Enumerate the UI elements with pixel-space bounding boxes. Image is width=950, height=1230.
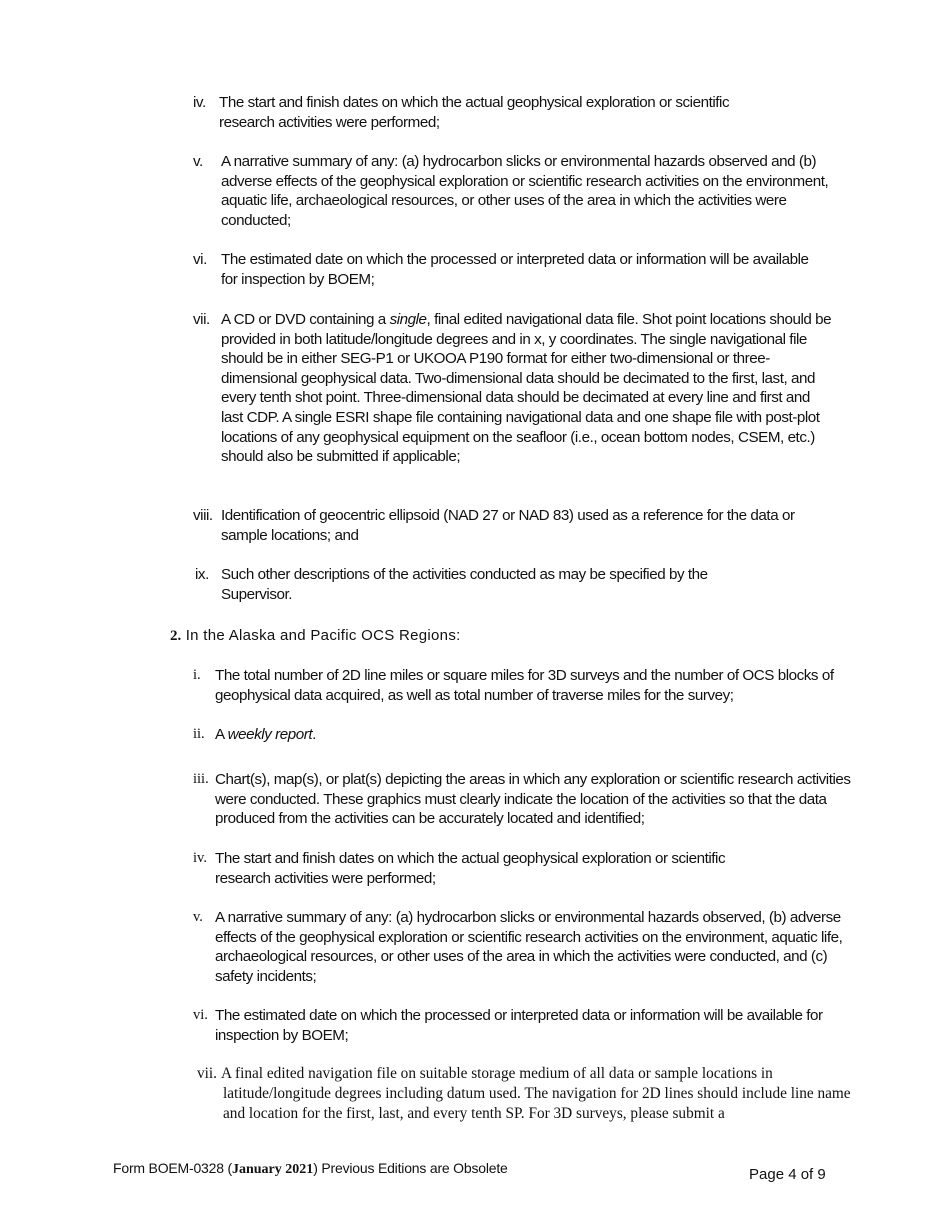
form-date: January 2021: [231, 1162, 314, 1177]
list-number: ix.: [195, 566, 209, 583]
list-text: The start and finish dates on which the actual geophysical exploration or scientific research activities were performed;: [215, 850, 726, 887]
list-number: iv.: [193, 850, 207, 866]
list-text: A narrative summary of any: (a) hydrocarbon slicks or environmental hazards observed, (b) adverse effects of the geophysical exploration or scientific research activities on the environment, aquatic life, archaeological resources, or other uses of the area in which the activities were conducted, and (c) safety incidents;: [215, 909, 843, 985]
list-number: iii.: [193, 771, 209, 787]
list-item-ix: [195, 565, 795, 604]
list-number: viii.: [193, 507, 213, 524]
list-text: The estimated date on which the processed or interpreted data or information will be available for inspection by BOEM;: [215, 1007, 823, 1044]
list-item-iv-2: [193, 849, 793, 888]
list-number: v.: [193, 153, 203, 170]
list-number: ii.: [193, 726, 205, 742]
list-item-vi: [193, 250, 833, 289]
list-text: Chart(s), map(s), or plat(s) depicting the areas in which any exploration or scientific research activities were conducted. These graphics must clearly indicate the location of the activities so that the data produced from the activities can be accurately located and identified;: [215, 771, 851, 828]
list-text: A final edited navigation file on suitable storage medium of all data or sample locations in latitude/longitude degrees including datum used. The navigation for 2D lines should include line name and location for the first, last, and every tenth SP. For 3D surveys, please submit a: [221, 1065, 851, 1122]
list-number: vi.: [193, 251, 207, 268]
emphasis-text: single: [389, 311, 427, 328]
list-text: A weekly report.: [215, 726, 316, 743]
list-number: vi.: [193, 1007, 208, 1023]
list-item-iv: [193, 93, 793, 132]
list-item-ii: [193, 725, 593, 745]
section-heading: [170, 627, 461, 645]
list-text: The start and finish dates on which the actual geophysical exploration or scientific research activities were performed;: [219, 94, 730, 131]
section-title: In the Alaska and Pacific OCS Regions:: [185, 627, 461, 644]
emphasis-text: weekly report: [227, 726, 313, 743]
form-footer: Form BOEM-0328 (January 2021) Previous Editions are Obsolete: [113, 1160, 508, 1177]
list-item-i: [193, 666, 863, 705]
list-number: vii.: [193, 311, 210, 328]
list-item-v-2: [193, 908, 853, 986]
list-item-iii: [193, 770, 873, 829]
list-item-viii: [193, 506, 853, 545]
section-number: 2.: [170, 628, 182, 644]
list-number: iv.: [193, 94, 206, 111]
list-text: A narrative summary of any: (a) hydrocarbon slicks or environmental hazards observed and (b) adverse effects of the geophysical exploration or scientific research activities on the environment, aquatic life, archaeological resources, or other uses of the area in which the activities were conducted;: [221, 153, 829, 229]
page-number: Page 4 of 9: [749, 1166, 826, 1183]
list-item-vii-2: [197, 1064, 867, 1124]
list-text: The total number of 2D line miles or square miles for 3D surveys and the number of OCS blocks of geophysical data acquired, as well as total number of traverse miles for the survey;: [215, 667, 834, 704]
list-item-vii: [193, 310, 843, 467]
list-item-vi-2: [193, 1006, 863, 1045]
list-number: i.: [193, 667, 201, 683]
list-text: The estimated date on which the processed or interpreted data or information will be available for inspection by BOEM;: [221, 251, 809, 288]
list-number: v.: [193, 909, 203, 925]
list-text: Such other descriptions of the activities conducted as may be specified by the Supervisor.: [221, 566, 708, 603]
list-number: vii.: [197, 1065, 217, 1082]
list-text: Identification of geocentric ellipsoid (NAD 27 or NAD 83) used as a reference for the data or sample locations; and: [221, 507, 795, 544]
list-item-v: [193, 152, 853, 230]
list-text: A CD or DVD containing a single, final edited navigational data file. Shot point locations should be provided in both latitude/longitude degrees and in x, y coordinates. The single navigational file should be in either SEG-P1 or UKOOA P190 format for either two-dimensional or three-dimensional geophysical data. Two-dimensional data should be decimated to the first, last, and every tenth shot point. Three-dimensional data should be decimated at every line and first and last CDP. A single ESRI shape file containing navigational data and one shape file with post-plot locations of any geophysical equipment on the seafloor (i.e., ocean bottom nodes, CSEM, etc.) should also be submitted if applicable;: [221, 311, 832, 466]
